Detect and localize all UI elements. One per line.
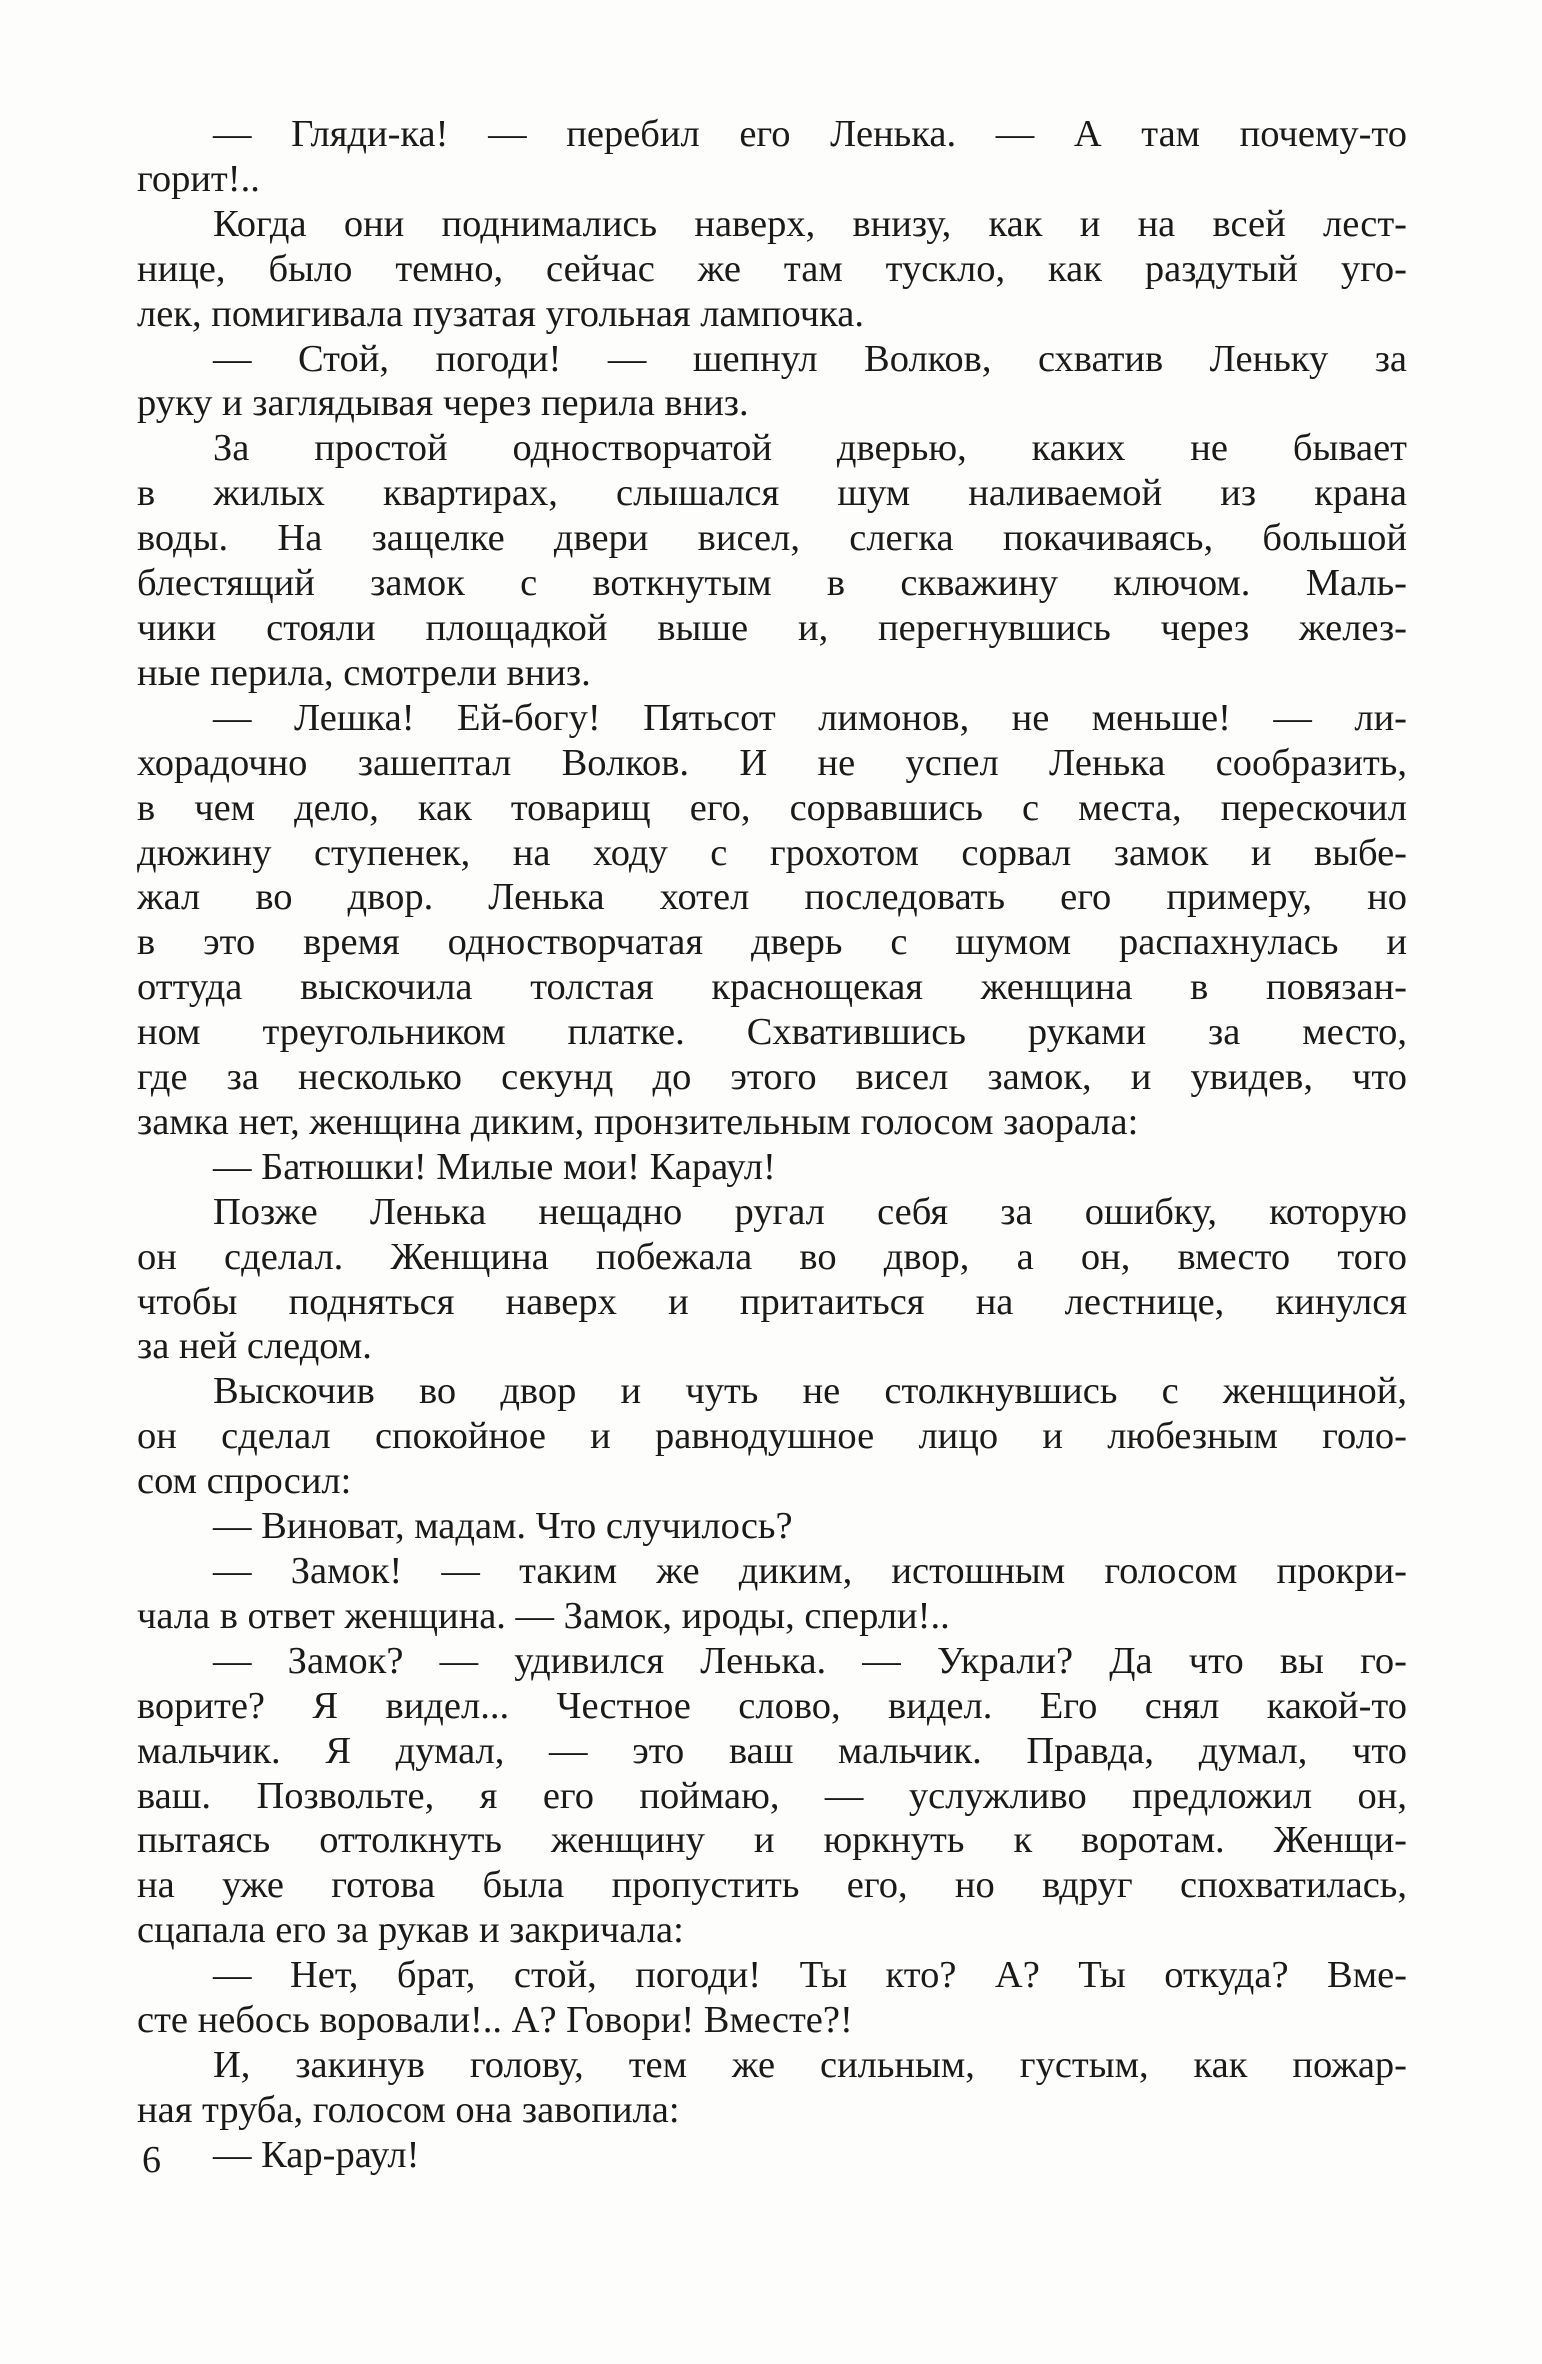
- text-line: пытаясь оттолкнуть женщину и юркнуть к воротам. Женщи-: [137, 1819, 1407, 1862]
- text-line: — Замок? — удивился Ленька. — Украли? Да что вы го-: [213, 1639, 1407, 1682]
- text-line: он сделал. Женщина побежала во двор, а он, вместо того: [137, 1235, 1407, 1278]
- text-line: Когда они поднимались наверх, внизу, как и на всей лест-: [213, 202, 1407, 245]
- text-line: — Нет, брат, стой, погоди! Ты кто? А? Ты откуда? Вме-: [213, 1954, 1407, 1997]
- text-line: сом спросил:: [137, 1460, 352, 1503]
- text-line: блестящий замок с воткнутым в скважину ключом. Маль-: [137, 562, 1407, 605]
- text-line: в это время одностворчатая дверь с шумом распахнулась и: [137, 921, 1407, 964]
- text-line: сцапала его за рукав и закричала:: [137, 1909, 684, 1952]
- text-line: жал во двор. Ленька хотел последовать его примеру, но: [137, 876, 1407, 919]
- text-line: чала в ответ женщина. — Замок, ироды, сперли!..: [137, 1594, 950, 1637]
- body-text: [137, 112, 1407, 2178]
- text-line: за ней следом.: [137, 1325, 372, 1368]
- text-line: И, закинув голову, тем же сильным, густым, как пожар-: [213, 2043, 1407, 2086]
- text-line: сте небось воровали!.. А? Говори! Вместе?!: [137, 1999, 853, 2042]
- text-line: ваш. Позвольте, я его поймаю, — услужливо предложил он,: [137, 1774, 1407, 1817]
- text-line: ном треугольником платке. Схватившись руками за место,: [137, 1011, 1407, 1054]
- text-line: чтобы подняться наверх и притаиться на лестнице, кинулся: [137, 1280, 1407, 1323]
- text-line: в чем дело, как товарищ его, сорвавшись с места, перескочил: [137, 786, 1407, 829]
- text-line: он сделал спокойное и равнодушное лицо и любезным голо-: [137, 1415, 1407, 1458]
- text-line: на уже готова была пропустить его, но вдруг спохватилась,: [137, 1864, 1407, 1907]
- text-line: Позже Ленька нещадно ругал себя за ошибку, которую: [213, 1190, 1407, 1233]
- text-line: мальчик. Я думал, — это ваш мальчик. Правда, думал, что: [137, 1729, 1407, 1772]
- text-line: оттуда выскочила толстая краснощекая женщина в повязан-: [137, 966, 1407, 1009]
- text-line: — Батюшки! Милые мои! Караул!: [213, 1145, 776, 1188]
- text-line: руку и заглядывая через перила вниз.: [137, 382, 749, 425]
- text-line: воды. На защелке двери висел, слегка покачиваясь, большой: [137, 517, 1407, 560]
- text-line: лек, помигивала пузатая угольная лампочка.: [137, 292, 864, 335]
- text-line: где за несколько секунд до этого висел замок, и увидев, что: [137, 1056, 1407, 1099]
- text-line: дюжину ступенек, на ходу с грохотом сорвал замок и выбе-: [137, 831, 1407, 874]
- text-line: горит!..: [137, 157, 260, 200]
- text-line: — Замок! — таким же диким, истошным голосом прокри-: [213, 1550, 1407, 1592]
- text-line: — Лешка! Ей-богу! Пятьсот лимонов, не меньше! — ли-: [213, 696, 1407, 739]
- text-line: ные перила, смотрели вниз.: [137, 651, 591, 694]
- text-line: нице, было темно, сейчас же там тускло, как раздутый уго-: [137, 247, 1407, 290]
- text-line: — Гляди-ка! — перебил его Ленька. — А там почему-то: [213, 113, 1407, 155]
- text-line: хорадочно зашептал Волков. И не успел Ленька сообразить,: [137, 741, 1407, 784]
- text-line: в жилых квартирах, слышался шум наливаемой из крана: [137, 472, 1407, 515]
- text-line: чики стояли площадкой выше и, перегнувшись через желез-: [137, 606, 1407, 649]
- text-line: За простой одностворчатой дверью, каких не бывает: [213, 427, 1407, 470]
- text-line: ворите? Я видел... Честное слово, видел. Его снял какой-то: [137, 1684, 1407, 1727]
- text-line: — Кар-раул!: [213, 2133, 420, 2176]
- text-line: — Стой, погоди! — шепнул Волков, схватив Леньку за: [213, 337, 1407, 380]
- page-number: 6: [142, 2139, 161, 2181]
- text-line: Выскочив во двор и чуть не столкнувшись с женщиной,: [213, 1370, 1407, 1413]
- text-line: — Виноват, мадам. Что случилось?: [213, 1505, 793, 1548]
- text-line: замка нет, женщина диким, пронзительным голосом заорала:: [137, 1100, 1139, 1143]
- text-line: ная труба, голосом она завопила:: [137, 2088, 680, 2131]
